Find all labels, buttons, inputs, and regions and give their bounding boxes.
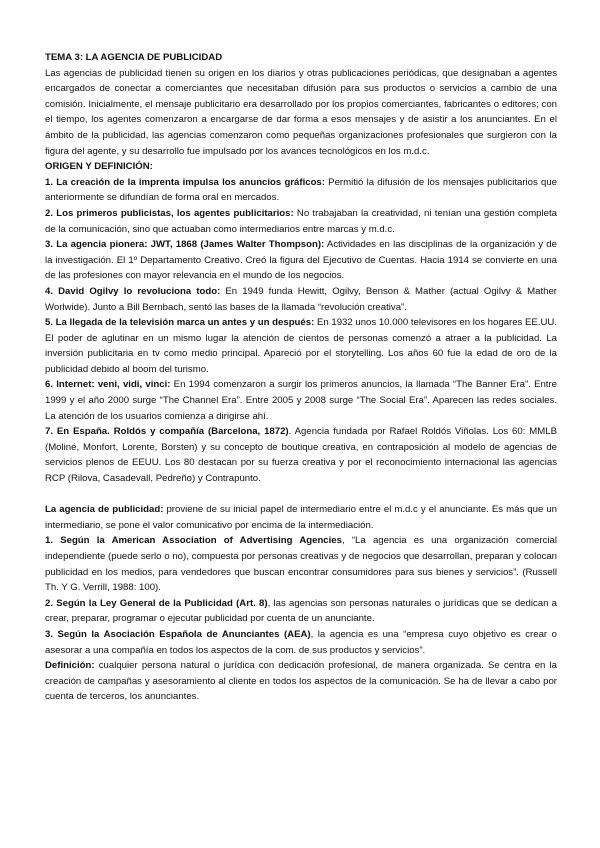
definition-label: 2. Según la Ley General de la Publicidad (Art. 8) <box>45 597 268 609</box>
paragraph-gap <box>45 487 557 503</box>
origin-item-label: 1. La creación de la imprenta impulsa los anuncios gráficos: <box>45 176 325 188</box>
definition-text: cualquier persona natural o jurídica con dedicación profesional, de manera organizada. Se centra en la creación de campañas y asesoramiento al cliente en todos los aspectos de la comunicación. Se ha de llevar a cabo por cuenta de terceros, los anunciantes. <box>45 660 557 703</box>
definition-3 <box>45 627 557 658</box>
origin-item-label: 2. Los primeros publicistas, los agentes publicitarios: <box>45 207 294 219</box>
document-title: TEMA 3: LA AGENCIA DE PUBLICIDAD <box>45 52 223 63</box>
definition-text: , la agencia es una “empresa cuyo objetivo es crear o asesorar a una compañía en todos los aspectos de la com. de sus productos y servicios”. <box>45 628 557 656</box>
agency-paragraph <box>45 502 557 533</box>
origin-item-text: En 1994 comenzaron a surgir los primeros anuncios, la llamada “The Banner Era”. Entre 1999 y el año 2000 surge “The Channel Era”. Entre 2005 y 2008 surge “The Social Era”. Aparecen las redes sociales. La atención de los usuarios comienza a dirigirse ahí. <box>45 379 558 422</box>
origin-item-6 <box>45 377 557 424</box>
origin-item-label: 6. Internet: veni, vidi, vinci: <box>45 379 171 391</box>
origin-item-label: 7. En España. Roldós y compañía (Barcelona, 1872) <box>45 426 289 438</box>
intro-paragraph: Las agencias de publicidad tienen su origen en los diarios y otras publicaciones periódicas, que designaban a agentes encargados de conectar a comerciantes que necesitaban difusión para sus productos o servicios a cambio de una comisión. Inicialmente, el mensaje publicitario era desarrollado por los propios comerciantes, fabricantes o editores; con el tiempo, los agentes comenzaron a encargarse de dar forma a esos mensajes y de asistir a los anunciantes. En el ámbito de la publicidad, las agencias comenzaron como pequeñas organizaciones profesionales que surgieron con la figura del agente, y su desarrollo fue impulsado por los avances tecnológicos en los m.d.c. <box>45 67 557 157</box>
document-page <box>45 50 557 705</box>
definition-4 <box>45 658 557 705</box>
section-heading: ORIGEN Y DEFINICIÓN: <box>45 161 153 173</box>
origin-item-7 <box>45 424 557 486</box>
definition-label: Definición: <box>45 660 95 672</box>
origin-item-text: En 1949 funda Hewitt, Ogilvy, Benson & Mather (actual Ogilvy & Mather Worlwide). Junto a Bill Bernbach, sentó las bases de la llamada “revolución creativa”. <box>45 285 557 313</box>
origin-item-2 <box>45 206 557 237</box>
origin-item-text: Actividades en las disciplinas de la organización y de la investigación. El 1º Departamento Creativo. Creó la figura del Ejecutivo de Cuentas. Hacia 1914 se convierte en una de las profesiones con mayor relevancia en el mundo de los negocios. <box>45 239 557 282</box>
definition-1 <box>45 533 557 595</box>
origin-item-text: . Agencia fundada por Rafael Roldós Viñolas. Los 60: MMLB (Moliné, Monfort, Lorente, Borsten) y su concepto de boutique creativa, en contraposición al modelo de agencias de servicios plenos de EEUU. Los 80 destacan por su fuerza creativa y por el reconocimiento internacional las agencias RCP (Rilova, Casadevall, Pedreño) y Contrapunto. <box>45 426 557 485</box>
definition-2 <box>45 596 557 627</box>
origin-item-3 <box>45 237 557 284</box>
origin-item-label: 4. David Ogilvy lo revoluciona todo: <box>45 285 221 297</box>
agency-text: proviene de su inicial papel de intermediario entre el m.d.c y el anunciante. Es más que un intermediario, se pone el valor comunicativo por encima de la intermediación. <box>45 504 558 531</box>
origin-item-label: 3. La agencia pionera: JWT, 1868 (James Walter Thompson): <box>45 239 325 251</box>
origin-item-label: 5. La llegada de la televisión marca un antes y un después: <box>45 317 315 329</box>
definition-text: , las agencias son personas naturales o jurídicas que se dedican a crear, preparar, programar o ejecutar publicidad por cuenta de un anunciante. <box>45 597 557 625</box>
origin-item-text: No trabajaban la creatividad, ni tenían una gestión completa de la comunicación, sino que actuaban como intermediarios entre marcas y m.d.c. <box>45 207 557 235</box>
origin-item-1 <box>45 175 557 206</box>
origin-item-5 <box>45 315 557 377</box>
definition-text: , “La agencia es una organización comercial independiente (puede serlo o no), compuesta por personas creativas y de negocios que desarrollan, preparan y colocan publicidad en los medios, para vendedores que buscan encontrar consumidores para sus bienes y servicios”. (Russell Th. Y G. Verrill, 1988: 100). <box>45 535 557 594</box>
origin-item-4 <box>45 284 557 315</box>
agency-label: La agencia de publicidad: <box>45 504 164 516</box>
origin-item-text: Permitió la difusión de los mensajes publicitarios que anteriormente se difundían de forma oral en mercados. <box>45 176 557 204</box>
origin-item-text: En 1932 unos 10.000 televisores en los hogares EE.UU. El poder de aglutinar en un mismo lugar la atención de cientos de personas comenzó a atraer a la publicidad. La inversión publicitaria en tv como medio principal. Apareció por el storytelling. Los años 60 fue la edad de oro de la publicidad debido al boom del turismo. <box>45 317 557 375</box>
definition-label: 1. Según la American Association of Advertising Agencies <box>45 535 342 547</box>
definition-label: 3. Según la Asociación Española de Anunciantes (AEA) <box>45 628 311 640</box>
